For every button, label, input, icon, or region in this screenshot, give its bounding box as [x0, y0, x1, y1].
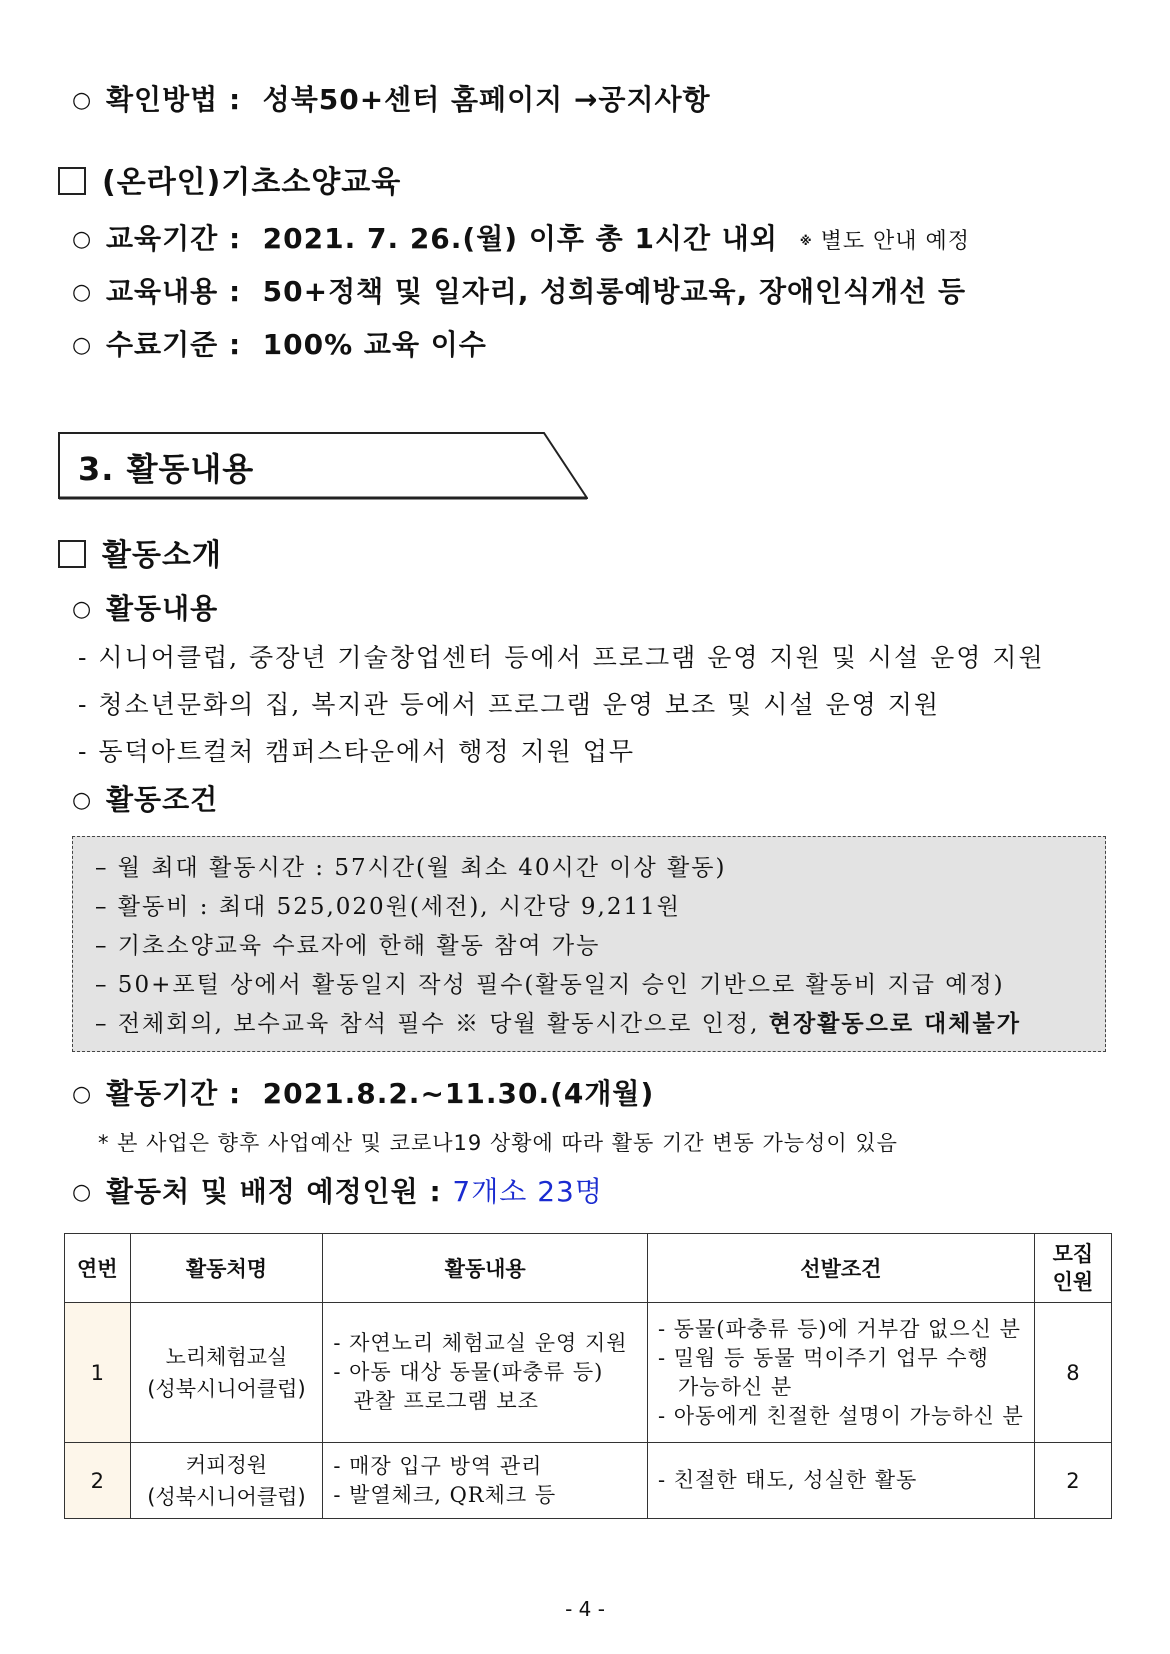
edu-criteria-text: 100% 교육 이수: [262, 328, 487, 361]
condition-item: – 50+포털 상에서 활동일지 작성 필수(활동일지 승인 기반으로 활동비 지급 예정): [95, 972, 1005, 998]
period-value: 2021.8.2.~11.30.(4개월): [262, 1077, 655, 1110]
place-name-cell: [130, 1303, 323, 1443]
header-cell: 선발조건: [648, 1234, 1035, 1303]
list-item: 관찰 프로그램 보조: [353, 1389, 539, 1413]
section-title: 3. 활동내용: [78, 450, 255, 488]
row-number: 1: [65, 1303, 131, 1443]
header-cell: 활동처명: [130, 1234, 323, 1303]
place-name: 노리체험교실: [165, 1344, 288, 1369]
list-item: 가능하신 분: [678, 1374, 793, 1399]
circle-bullet-icon: ○: [72, 788, 93, 813]
check-method-label: 확인방법 :: [106, 83, 242, 116]
header-line: 모집: [1052, 1242, 1094, 1266]
edu-period-line: [72, 217, 970, 257]
row-number: 2: [65, 1443, 131, 1519]
list-item: - 발열체크, QR체크 등: [333, 1482, 557, 1507]
edu-heading: [58, 157, 401, 201]
edu-content-label: 교육내용 :: [106, 275, 242, 308]
edu-content-text: 50+정책 및 일자리, 성희롱예방교육, 장애인식개선 등: [262, 275, 967, 308]
period-line: [72, 1072, 654, 1112]
square-bullet-icon: [58, 167, 86, 195]
list-item: - 동물(파충류 등)에 거부감 없으신 분: [658, 1316, 1021, 1341]
circle-bullet-icon: ○: [72, 227, 93, 252]
edu-period-label: 교육기간 :: [106, 222, 242, 255]
circle-bullet-icon: ○: [72, 333, 93, 358]
list-item: - 친절한 태도, 성실한 활동: [658, 1468, 918, 1492]
activity-title: 활동내용: [106, 592, 219, 625]
count-cell: 8: [1034, 1303, 1111, 1443]
activity-item: - 시니어클럽, 중장년 기술창업센터 등에서 프로그램 운영 지원 및 시설 운영 지원: [78, 643, 1045, 672]
places-label: 활동처 및 배정 예정인원 :: [106, 1175, 442, 1208]
condition-title: 활동조건: [106, 783, 219, 816]
intro-title: 활동소개: [102, 538, 222, 573]
place-org: (성북시니어클럽): [147, 1484, 306, 1509]
place-name-cell: [130, 1443, 323, 1519]
condition-item-last: [95, 1005, 1021, 1038]
header-cell: 활동내용: [323, 1234, 648, 1303]
content-cell: [323, 1443, 648, 1519]
list-item: - 매장 입구 방역 관리: [333, 1453, 543, 1478]
edu-criteria-label: 수료기준 :: [106, 328, 242, 361]
circle-bullet-icon: ○: [72, 1180, 93, 1205]
condition-bold-text: 현장활동으로 대체불가: [768, 1011, 1021, 1037]
activity-heading: [72, 587, 218, 627]
table-row: [65, 1303, 1112, 1443]
condition-cell: [648, 1303, 1035, 1443]
circle-bullet-icon: ○: [72, 597, 93, 622]
list-item: - 자연노리 체험교실 운영 지원: [333, 1331, 628, 1355]
places-line: [72, 1170, 603, 1210]
check-method-line: [72, 78, 711, 118]
activity-item: - 청소년문화의 집, 복지관 등에서 프로그램 운영 보조 및 시설 운영 지원: [78, 690, 941, 719]
edu-criteria-line: [72, 323, 487, 363]
circle-bullet-icon: ○: [72, 88, 93, 113]
places-table: [64, 1233, 1112, 1519]
period-note: * 본 사업은 향후 사업예산 및 코로나19 상황에 따라 활동 기간 변동 가능성이 있음: [98, 1131, 898, 1155]
note-mark-icon: ※: [799, 234, 813, 248]
edu-period-text: 2021. 7. 26.(월) 이후 총 1시간 내외: [262, 222, 778, 255]
condition-item: – 월 최대 활동시간 : 57시간(월 최소 40시간 이상 활동): [95, 855, 727, 881]
condition-heading: [72, 778, 218, 818]
places-value: 7개소 23명: [452, 1175, 603, 1208]
table-header-row: [65, 1234, 1112, 1303]
square-bullet-icon: [58, 540, 86, 568]
header-cell: 연번: [65, 1234, 131, 1303]
period-label: 활동기간 :: [106, 1077, 242, 1110]
list-item: - 아동 대상 동물(파충류 등): [333, 1360, 604, 1384]
list-item: - 밀웜 등 동물 먹이주기 업무 수행: [658, 1345, 989, 1370]
header-cell: [1034, 1234, 1111, 1303]
place-org: (성북시니어클럽): [147, 1376, 306, 1401]
condition-cell: [648, 1443, 1035, 1519]
list-item: - 아동에게 친절한 설명이 가능하신 분: [658, 1403, 1024, 1428]
page-number: - 4 -: [565, 1597, 605, 1621]
table-row: [65, 1443, 1112, 1519]
circle-bullet-icon: ○: [72, 280, 93, 305]
condition-box: [72, 836, 1106, 1052]
circle-bullet-icon: ○: [72, 1082, 93, 1107]
count-cell: 2: [1034, 1443, 1111, 1519]
condition-item: – 기초소양교육 수료자에 한해 활동 참여 가능: [95, 933, 601, 959]
content-cell: [323, 1303, 648, 1443]
intro-heading: [58, 530, 222, 574]
header-line: 인원: [1052, 1270, 1094, 1294]
edu-content-line: [72, 270, 966, 310]
edu-title: (온라인)기초소양교육: [102, 165, 402, 200]
activity-item: - 동덕아트컬처 캠퍼스타운에서 행정 지원 업무: [78, 737, 636, 766]
condition-text: – 전체회의, 보수교육 참석 필수 ※ 당월 활동시간으로 인정,: [95, 1011, 760, 1037]
edu-period-note: 별도 안내 예정: [820, 229, 971, 254]
condition-item: – 활동비 : 최대 525,020원(세전), 시간당 9,211원: [95, 894, 681, 920]
place-name: 커피정원: [185, 1452, 268, 1477]
check-method-text: 성북50+센터 홈페이지 →공지사항: [262, 83, 711, 116]
